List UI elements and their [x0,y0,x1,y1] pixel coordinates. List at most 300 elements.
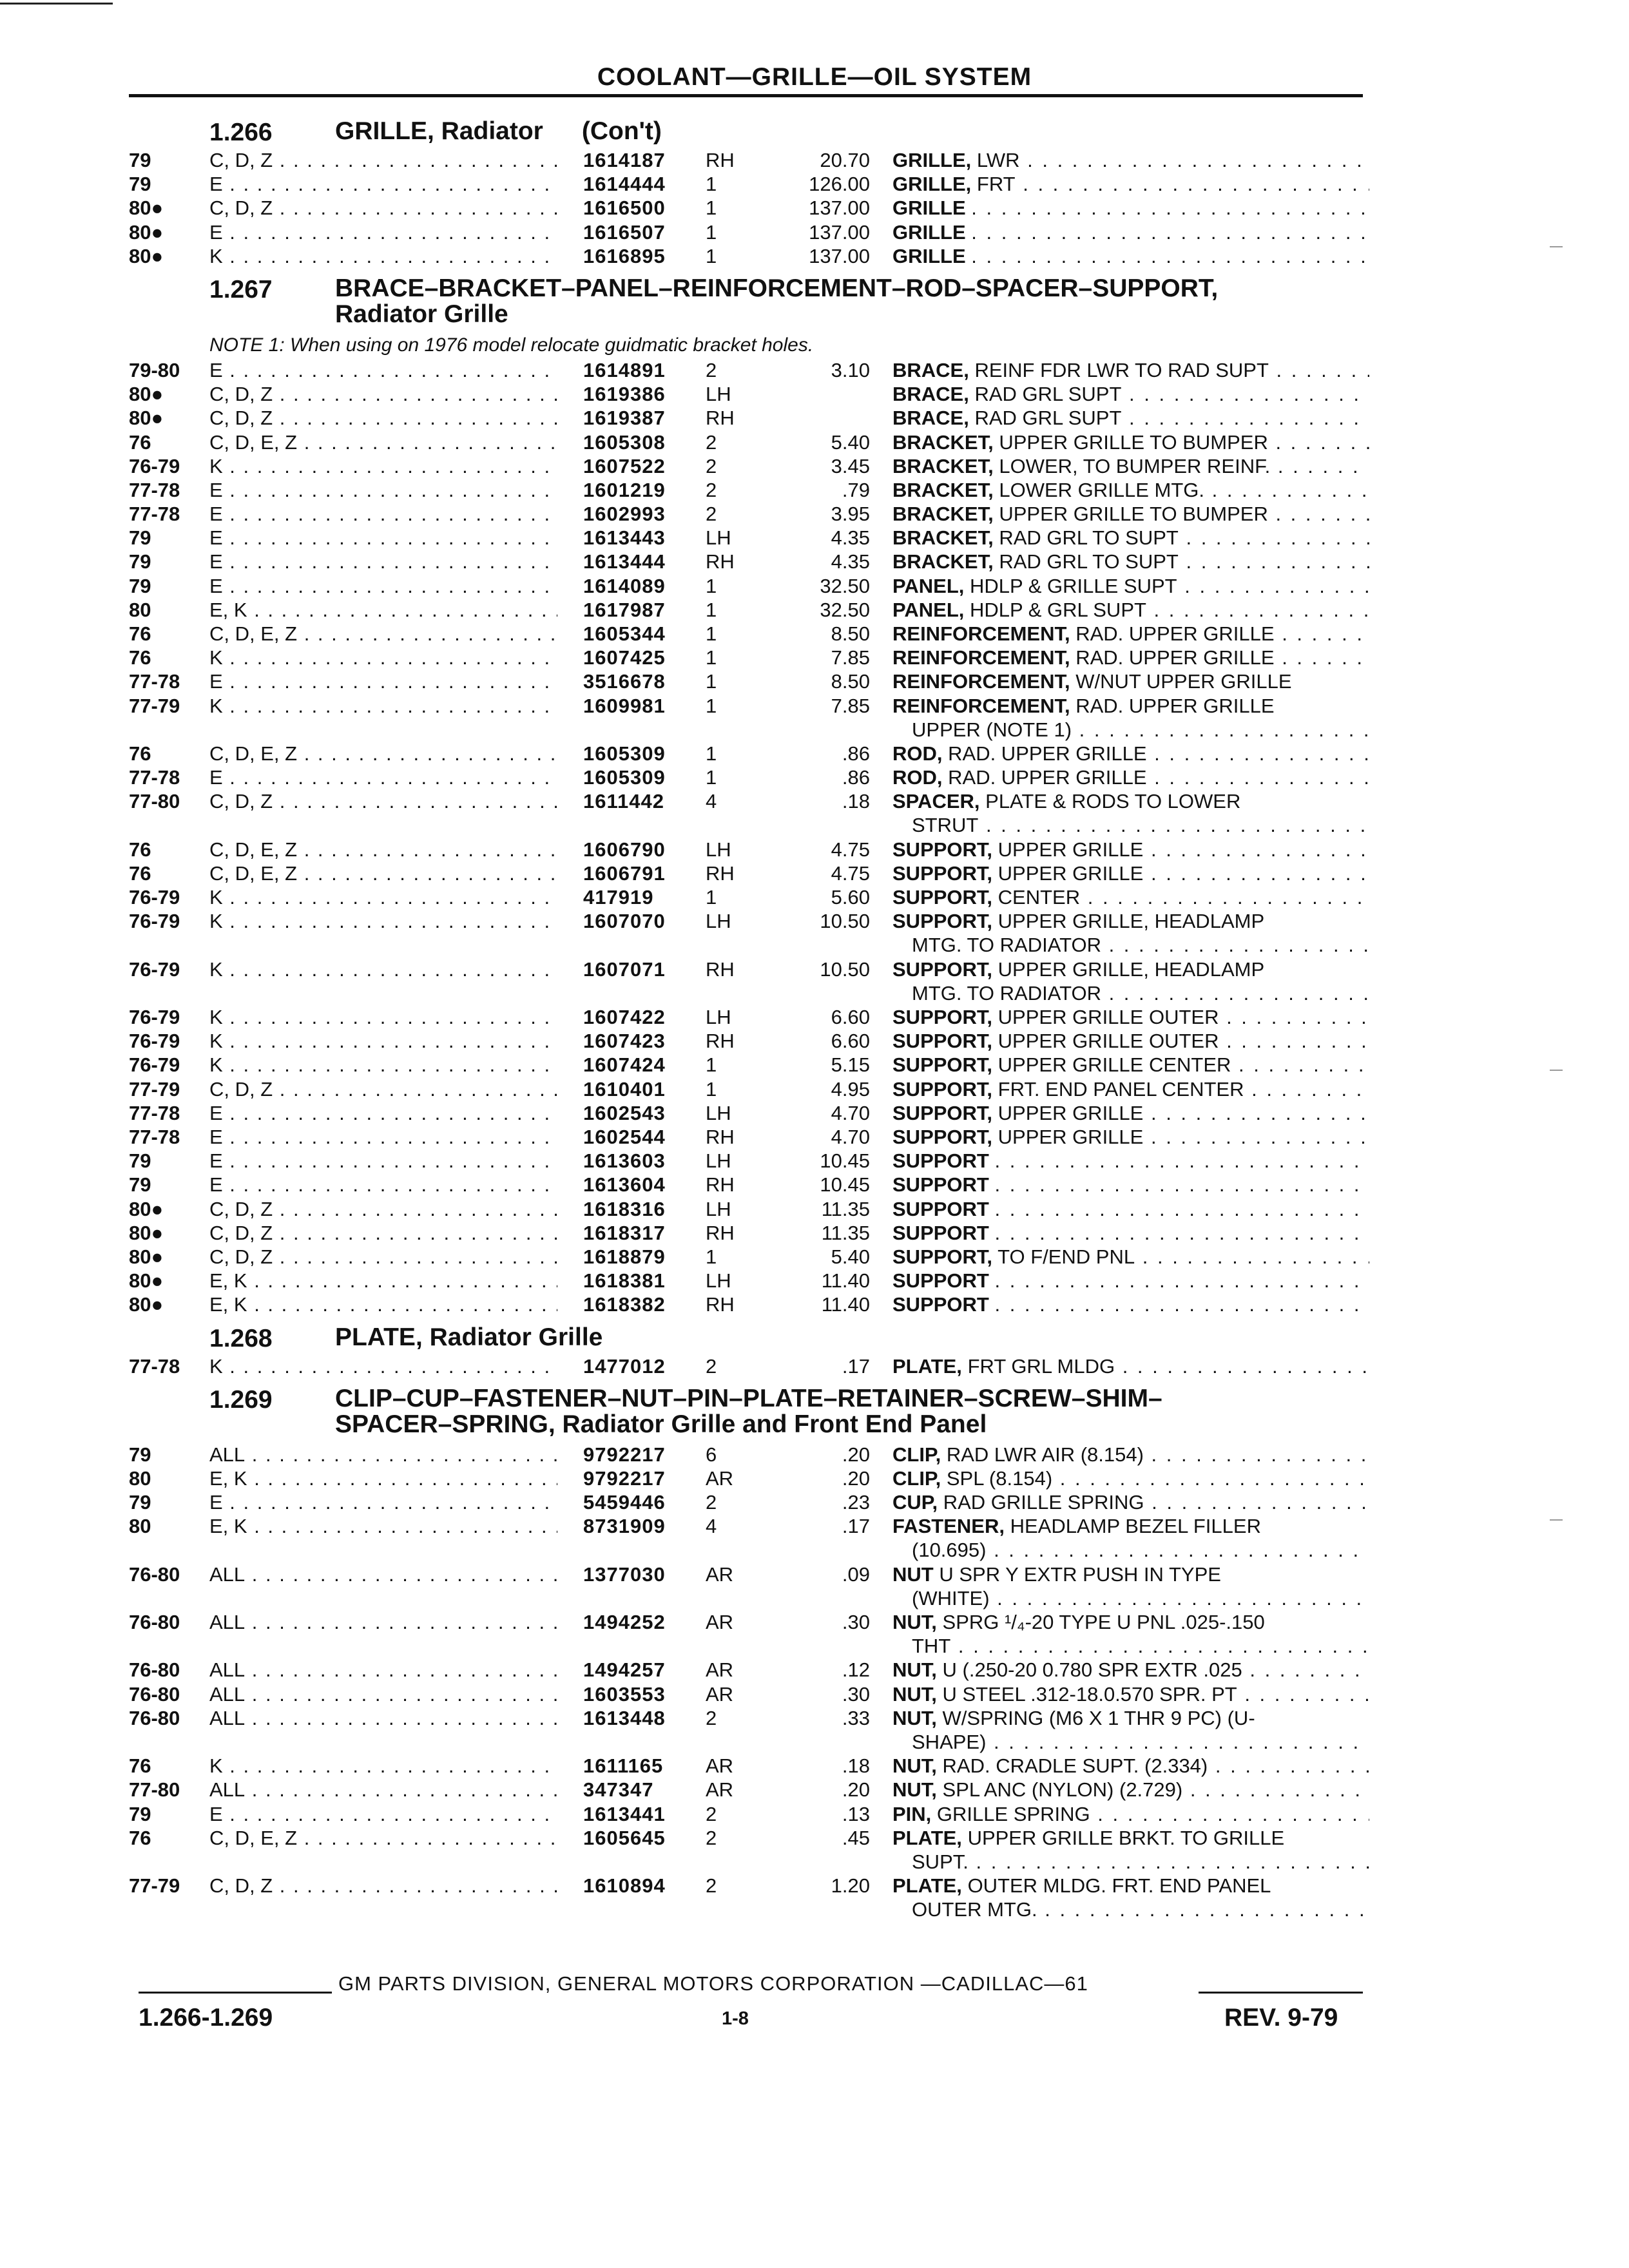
description-cell [892,1077,1369,1101]
description-line1 [892,1610,1369,1634]
price-cell: 10.45 [820,1173,870,1196]
description-line1 [892,1125,1369,1149]
model-cell: K . . . [209,694,557,718]
part-number-cell: 1616500 [583,197,666,220]
description-cell [892,430,1369,454]
table-row [0,1029,1629,1053]
price-cell: .12 [842,1658,870,1682]
description-noun: REINFORCEMENT, [892,646,1070,669]
description-cell [892,742,1369,765]
price-cell: 32.50 [820,598,870,621]
description-line1 [892,1005,1369,1029]
description-line2: STRUT . . . [892,813,1369,837]
part-number-cell: 1607425 [583,646,666,669]
description-cell [892,1197,1369,1221]
table-row [0,1874,1629,1921]
description-line1 [892,1197,1369,1221]
description-noun: BRACKET, [892,478,994,501]
model-cell: C, D, Z . . . [209,406,557,430]
price-cell: .17 [842,1515,870,1538]
part-number-cell: 1613441 [583,1802,666,1825]
description-noun: REINFORCEMENT, [892,622,1070,645]
description-line2: SUPT. . . . [892,1850,1369,1874]
qty-cell: LH [706,1269,731,1293]
footer-revision: REV. 9-79 [1224,2004,1338,2032]
description-detail: FRT. END PANEL CENTER [998,1077,1244,1100]
description-detail: RAD. UPPER GRILLE [1075,646,1275,669]
price-cell: 5.40 [831,1245,870,1268]
description-detail: RAD. UPPER GRILLE [1075,622,1275,645]
model-cell: K . . . [209,1754,557,1778]
description-cell [892,1005,1369,1029]
description-line1 [892,789,1369,813]
part-number-cell: 1614891 [583,358,666,381]
description-cell [892,220,1369,244]
table-row [0,1826,1629,1874]
qty-cell: AR [706,1611,734,1634]
year-cell: 80 [129,1466,151,1490]
qty-cell: LH [706,383,731,406]
part-number-cell: 1603553 [583,1682,666,1706]
table-row [0,1682,1629,1706]
description-cell [892,358,1369,382]
section-title-line1: BRACE–BRACKET–PANEL–REINFORCEMENT–ROD–SPACER–SUPPORT, [335,274,1219,302]
model-cell: C, D, Z . . . [209,1874,557,1898]
footer-publisher: GM PARTS DIVISION, GENERAL MOTORS CORPORATION —CADILLAC—61 [338,1972,1088,1995]
part-number-cell: 1616507 [583,220,666,244]
description-cell [892,502,1369,526]
model-cell: E, K . . . [209,1514,557,1538]
qty-cell: AR [706,1658,734,1682]
qty-cell: 4 [706,1515,717,1538]
model-cell: K . . . [209,957,557,981]
description-line1 [892,1443,1369,1466]
description-line1 [892,1354,1369,1378]
description-noun: SUPPORT, [892,957,993,981]
year-cell: 79 [129,550,151,573]
table-row [0,358,1629,382]
qty-cell: 2 [706,1491,717,1514]
model-cell: ALL . . . [209,1682,557,1706]
table-row [0,646,1629,669]
year-cell: 76 [129,742,151,765]
description-detail: RAD GRL SUPT [974,383,1122,406]
qty-cell: AR [706,1682,734,1706]
model-cell: C, D, Z . . . [209,382,557,406]
description-line2: SHAPE) . . . [892,1730,1369,1754]
year-cell: 77-78 [129,1101,180,1124]
price-cell: 137.00 [809,220,870,244]
year-cell: 76-80 [129,1658,180,1682]
description-line1 [892,220,1369,244]
description-detail: HDLP & GRL SUPT [970,598,1146,621]
page-footer [0,1968,1629,2084]
table-row [0,574,1629,598]
year-cell: 76 [129,622,151,645]
table-row [0,622,1629,646]
part-number-cell: 3516678 [583,670,666,693]
description-noun: BRACKET, [892,550,994,573]
description-detail: U STEEL .312-18.0.570 SPR. PT [942,1682,1237,1706]
description-line1 [892,148,1369,172]
description-line1 [892,244,1369,268]
description-cell [892,148,1369,172]
year-cell: 80● [129,407,164,430]
description-line1 [892,765,1369,789]
description-noun: SUPPORT [892,1149,989,1173]
description-cell [892,622,1369,646]
description-line1 [892,1826,1369,1850]
price-cell: .45 [842,1826,870,1849]
qty-cell: RH [706,861,735,885]
section-gap [0,1922,1629,1927]
table-row [0,1269,1629,1293]
price-cell: 4.75 [831,861,870,885]
description-noun: PLATE, [892,1826,962,1849]
description-line1 [892,1706,1369,1730]
qty-cell: 2 [706,1874,717,1898]
price-cell: .09 [842,1562,870,1586]
description-line1 [892,669,1369,693]
part-number-cell: 1607422 [583,1006,666,1029]
table-row [0,1005,1629,1029]
year-cell: 79 [129,1443,151,1466]
description-cell [892,669,1369,693]
description-line1 [892,1173,1369,1196]
description-detail: UPPER GRILLE OUTER [998,1006,1219,1029]
price-cell: .23 [842,1491,870,1514]
section-title-line2: SPACER–SPRING, Radiator Grille and Front End Panel [335,1410,987,1438]
model-cell: ALL . . . [209,1443,557,1466]
price-cell: .33 [842,1706,870,1729]
section-gap [0,268,1629,273]
description-cell [892,1354,1369,1378]
description-cell [892,574,1369,598]
description-noun: GRILLE [892,220,966,244]
price-cell: .13 [842,1802,870,1825]
table-row [0,172,1629,196]
year-cell: 76-80 [129,1682,180,1706]
description-detail: UPPER GRILLE [998,838,1144,861]
table-row [0,244,1629,268]
description-detail: UPPER GRILLE [998,1101,1144,1124]
description-cell [892,1029,1369,1053]
table-row [0,406,1629,430]
description-line1 [892,909,1369,933]
description-cell [892,526,1369,550]
description-line1 [892,598,1369,622]
description-cell [892,1682,1369,1706]
price-cell: 20.70 [820,149,870,171]
description-line1 [892,1293,1369,1316]
section-title [335,1325,1366,1350]
table-row [0,742,1629,765]
price-cell: 4.35 [831,550,870,573]
part-number-cell: 1611442 [583,790,664,813]
description-cell [892,1245,1369,1269]
price-cell: 4.75 [831,838,870,861]
section-gap [0,1317,1629,1322]
year-cell: 76-80 [129,1562,180,1586]
year-cell: 76-80 [129,1706,180,1729]
footer-rule-left [139,1992,332,1994]
qty-cell: 2 [706,454,717,477]
description-cell [892,1466,1369,1490]
qty-cell: RH [706,957,735,981]
part-number-cell: 1494257 [583,1658,666,1682]
year-cell: 80● [129,1293,164,1316]
year-cell: 79 [129,1173,151,1196]
table-row [0,1610,1629,1658]
description-noun: SUPPORT [892,1269,989,1293]
qty-cell: 1 [706,622,717,645]
part-number-cell: 1619386 [583,383,666,406]
qty-cell: 1 [706,886,717,909]
description-line1 [892,1101,1369,1125]
section-number: 1.266 [209,119,273,146]
price-cell: 3.10 [831,358,870,381]
section-title-text: PLATE, Radiator Grille [335,1323,603,1351]
section-number: 1.269 [209,1385,273,1414]
table-row [0,1125,1629,1149]
description-detail: UPPER GRILLE, HEADLAMP [998,910,1265,933]
year-cell: 79 [129,1802,151,1825]
description-line1 [892,172,1369,196]
description-detail: FRT GRL MLDG [967,1354,1115,1378]
description-detail: UPPER GRILLE TO BUMPER [999,503,1268,526]
qty-cell: 1 [706,742,717,765]
description-cell [892,406,1369,430]
description-line1 [892,1221,1369,1245]
part-number-cell: 1477012 [583,1354,666,1378]
description-line1 [892,454,1369,478]
qty-cell: 1 [706,574,717,597]
description-detail: OUTER MLDG. FRT. END PANEL [967,1874,1271,1898]
qty-cell: AR [706,1562,734,1586]
model-cell: K . . . [209,454,557,478]
description-cell [892,196,1369,220]
part-number-cell: 1602543 [583,1101,666,1124]
description-noun: BRACE, [892,358,969,381]
description-detail: UPPER GRILLE CENTER [998,1053,1231,1077]
description-detail: RAD. UPPER GRILLE [948,742,1147,765]
description-line1 [892,406,1369,430]
description-noun: NUT, [892,1778,937,1802]
part-number-cell: 1607423 [583,1030,666,1053]
model-cell: E, K . . . [209,598,557,622]
price-cell: .20 [842,1443,870,1466]
model-cell: C, D, Z . . . [209,196,557,220]
section-heading [0,273,1629,332]
year-cell: 79 [129,1491,151,1514]
year-cell: 77-79 [129,694,180,717]
qty-cell: RH [706,149,735,171]
description-noun: SUPPORT, [892,1245,993,1268]
table-row [0,909,1629,957]
qty-cell: 2 [706,1706,717,1729]
description-detail: LOWER, TO BUMPER REINF. [999,454,1271,477]
description-noun: SUPPORT, [892,1053,993,1077]
description-line1 [892,1562,1369,1586]
description-line2: (10.695) . . . [892,1538,1369,1562]
top-corner-rule [0,3,113,5]
part-number-cell: 1607522 [583,454,666,477]
price-cell: .20 [842,1466,870,1490]
description-cell [892,172,1369,196]
table-row [0,861,1629,885]
section-heading [0,116,1629,148]
part-number-cell: 417919 [583,886,654,909]
description-detail: CENTER [998,886,1081,909]
part-number-cell: 1613444 [583,550,666,573]
model-cell: E . . . [209,478,557,502]
description-line1 [892,1754,1369,1778]
year-cell: 76-80 [129,1611,180,1634]
qty-cell: 1 [706,694,717,717]
table-row [0,1778,1629,1802]
description-cell [892,1826,1369,1874]
description-line1 [892,502,1369,526]
table-row [0,1706,1629,1754]
description-cell [892,957,1369,1005]
description-noun: SUPPORT, [892,910,993,933]
part-number-cell: 1614089 [583,574,666,597]
year-cell: 76 [129,1826,151,1849]
qty-cell: 1 [706,646,717,669]
part-number-cell: 1606790 [583,838,666,861]
table-row [0,148,1629,172]
qty-cell: 1 [706,598,717,621]
footer-page-number: 1-8 [722,2008,749,2029]
qty-cell: LH [706,526,731,550]
price-cell: 6.60 [831,1030,870,1053]
model-cell: E . . . [209,1149,557,1173]
description-detail: UPPER GRILLE BRKT. TO GRILLE [967,1826,1285,1849]
description-line1 [892,885,1369,909]
part-number-cell: 1618381 [583,1269,666,1293]
table-row [0,694,1629,742]
table-row [0,1197,1629,1221]
description-line1 [892,196,1369,220]
year-cell: 77-80 [129,1778,180,1802]
description-cell [892,1293,1369,1316]
part-number-cell: 9792217 [583,1466,666,1490]
description-noun: SUPPORT [892,1173,989,1196]
table-row [0,550,1629,573]
description-cell [892,861,1369,885]
price-cell: 3.95 [831,503,870,526]
price-cell: 7.85 [831,646,870,669]
year-cell: 76-79 [129,910,180,933]
part-number-cell: 1613603 [583,1149,666,1173]
year-cell: 77-78 [129,1126,180,1148]
description-cell [892,765,1369,789]
price-cell: 10.45 [820,1149,870,1173]
table-row [0,1802,1629,1826]
description-detail: U (.250-20 0.780 SPR EXTR .025 [942,1658,1242,1682]
part-number-cell: 1610894 [583,1874,666,1898]
description-cell [892,646,1369,669]
description-detail: RAD. CRADLE SUPT. (2.334) [942,1754,1208,1778]
description-line1 [892,574,1369,598]
page-title: COOLANT—GRILLE—OIL SYSTEM [597,63,1032,91]
year-cell: 80● [129,1269,164,1293]
year-cell: 80● [129,1245,164,1268]
qty-cell: 1 [706,197,717,220]
description-line1 [892,1874,1369,1898]
year-cell: 79 [129,526,151,550]
price-cell: .79 [842,478,870,501]
price-cell: 11.40 [821,1293,870,1316]
description-line1 [892,1269,1369,1293]
year-cell: 80 [129,598,151,621]
price-cell: 3.45 [831,454,870,477]
part-number-cell: 1605309 [583,766,666,789]
qty-cell: LH [706,1149,731,1173]
description-cell [892,1490,1369,1514]
description-noun: GRILLE, [892,149,972,171]
part-number-cell: 5459446 [583,1491,666,1514]
table-row [0,1053,1629,1077]
description-noun: SPACER, [892,790,980,813]
model-cell: E . . . [209,550,557,573]
description-noun: SUPPORT, [892,861,993,885]
model-cell: E . . . [209,765,557,789]
price-cell: 4.95 [831,1077,870,1100]
description-detail: FRT [976,173,1016,196]
price-cell: .18 [842,790,870,813]
description-detail: U SPR Y EXTR PUSH IN TYPE [939,1562,1221,1586]
description-cell [892,1706,1369,1754]
year-cell: 79-80 [129,358,180,381]
description-noun: NUT, [892,1706,937,1729]
table-row [0,1101,1629,1125]
description-line1 [892,1658,1369,1682]
qty-cell: AR [706,1754,734,1778]
description-cell [892,1778,1369,1802]
description-noun: PANEL, [892,574,965,597]
model-cell: C, D, Z . . . [209,1221,557,1245]
section-continued: (Con't) [581,117,662,145]
description-line2: MTG. TO RADIATOR . . . [892,981,1369,1005]
qty-cell: RH [706,550,735,573]
description-noun: BRACE, [892,407,969,430]
description-cell [892,1269,1369,1293]
description-detail: PLATE & RODS TO LOWER [985,790,1241,813]
section-gap [0,1378,1629,1383]
description-noun: PIN, [892,1802,932,1825]
year-cell: 77-78 [129,670,180,693]
part-number-cell: 1616895 [583,244,666,267]
description-line1 [892,1245,1369,1269]
description-noun: GRILLE, [892,173,972,196]
qty-cell: AR [706,1466,734,1490]
description-cell [892,382,1369,406]
year-cell: 80 [129,1515,151,1538]
description-noun: BRACE, [892,383,969,406]
description-noun: BRACKET, [892,430,994,454]
description-detail: SPL ANC (NYLON) (2.729) [942,1778,1183,1802]
description-line1 [892,478,1369,502]
description-line2: MTG. TO RADIATOR . . . [892,933,1369,957]
description-line1 [892,694,1369,718]
year-cell: 80● [129,220,164,244]
part-number-cell: 1618317 [583,1221,666,1244]
description-detail: RAD GRILLE SPRING [943,1491,1144,1514]
model-cell: C, D, Z . . . [209,1245,557,1269]
description-noun: PLATE, [892,1874,962,1898]
qty-cell: RH [706,1173,735,1196]
